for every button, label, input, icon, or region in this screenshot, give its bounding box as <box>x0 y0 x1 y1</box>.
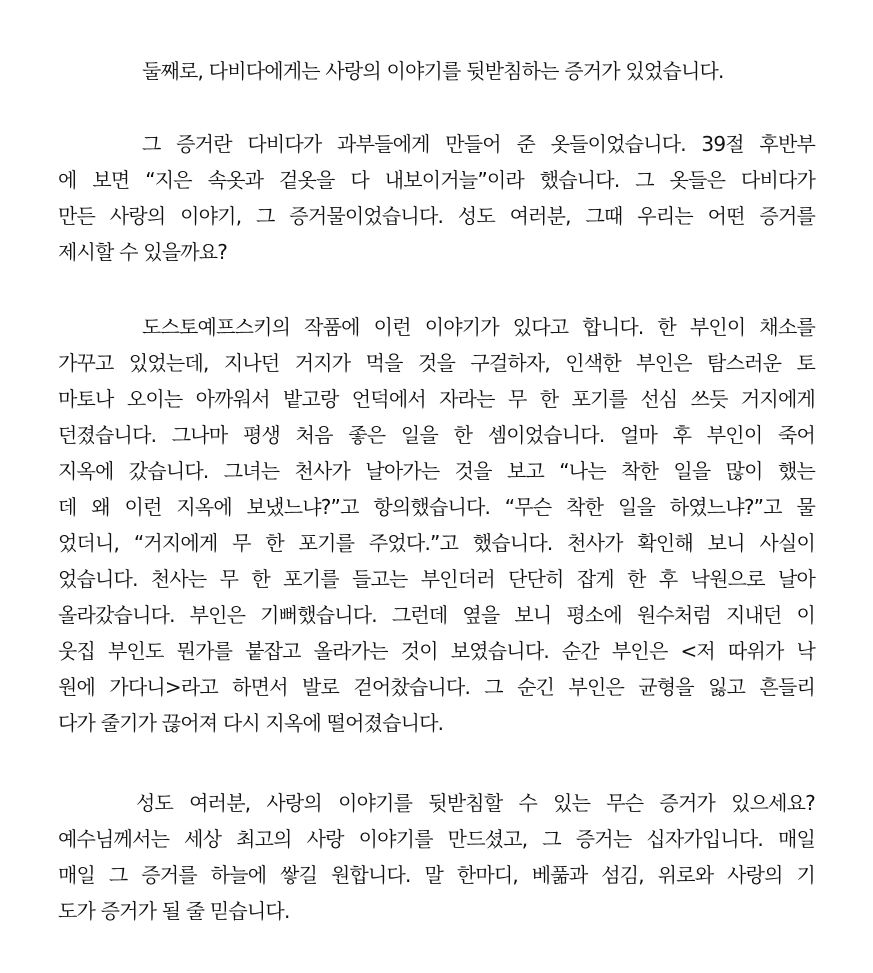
paragraph-line: 둘째로, 다비다에게는 사랑의 이야기를 뒷받침하는 증거가 있었습니다. <box>142 59 724 83</box>
paragraph-line: 가꾸고 있었는데, 지나던 거지가 먹을 것을 구걸하자, 인색한 부인은 탐스러운 토 <box>58 351 815 375</box>
paragraph-line: 웃집 부인도 뭔가를 붙잡고 올라가는 것이 보였습니다. 순간 부인은 <저 따위가 낙 <box>58 639 815 663</box>
paragraph-line: 예수님께서는 세상 최고의 사랑 이야기를 만드셨고, 그 증거는 십자가입니다. 매일 <box>58 827 815 851</box>
paragraph-line: 원에 가다니>라고 하면서 발로 걷어찼습니다. 그 순긴 부인은 균형을 잃고 흔들리 <box>58 675 815 699</box>
paragraph-line: 다가 줄기가 끊어져 다시 지옥에 떨어졌습니다. <box>58 711 444 735</box>
paragraph-line: 도스토예프스키의 작품에 이런 이야기가 있다고 합니다. 한 부인이 채소를 <box>142 315 815 339</box>
paragraph-line: 던졌습니다. 그나마 평생 처음 좋은 일을 한 셈이었습니다. 얼마 후 부인이 죽어 <box>58 423 815 447</box>
paragraph-line: 도가 증거가 될 줄 믿습니다. <box>58 899 290 923</box>
paragraph-line: 었더니, “거지에게 무 한 포기를 주었다.”고 했습니다. 천사가 확인해 보니 사실이 <box>58 531 815 555</box>
paragraph-line: 지옥에 갔습니다. 그녀는 천사가 날아가는 것을 보고 “나는 착한 일을 많이 했는 <box>58 459 815 483</box>
paragraph-line: 매일 그 증거를 하늘에 쌓길 원합니다. 말 한마디, 베풂과 섬김, 위로와 사랑의 기 <box>58 863 815 887</box>
paragraph-line: 올라갔습니다. 부인은 기뻐했습니다. 그런데 옆을 보니 평소에 원수처럼 지내던 이 <box>58 603 815 627</box>
paragraph-line: 마토나 오이는 아까워서 밭고랑 언덕에서 자라는 무 한 포기를 선심 쓰듯 거지에게 <box>58 387 815 411</box>
paragraph-line: 데 왜 이런 지옥에 보냈느냐?”고 항의했습니다. “무슨 착한 일을 하였느냐?”고 물 <box>58 495 815 519</box>
paragraph-line: 성도 여러분, 사랑의 이야기를 뒷받침할 수 있는 무슨 증거가 있으세요? <box>136 791 815 815</box>
paragraph-line: 었습니다. 천사는 무 한 포기를 들고는 부인더러 단단히 잡게 한 후 낙원으로 날아 <box>58 567 815 591</box>
paragraph-line: 제시할 수 있을까요? <box>58 240 228 264</box>
paragraph-line: 만든 사랑의 이야기, 그 증거물이었습니다. 성도 여러분, 그때 우리는 어떤 증거를 <box>58 204 815 228</box>
paragraph-line: 그 증거란 다비다가 과부들에게 만들어 준 옷들이었습니다. 39절 후반부 <box>142 132 815 156</box>
paragraph-line: 에 보면 “지은 속옷과 겉옷을 다 내보이거늘”이라 했습니다. 그 옷들은 다비다가 <box>58 168 815 192</box>
